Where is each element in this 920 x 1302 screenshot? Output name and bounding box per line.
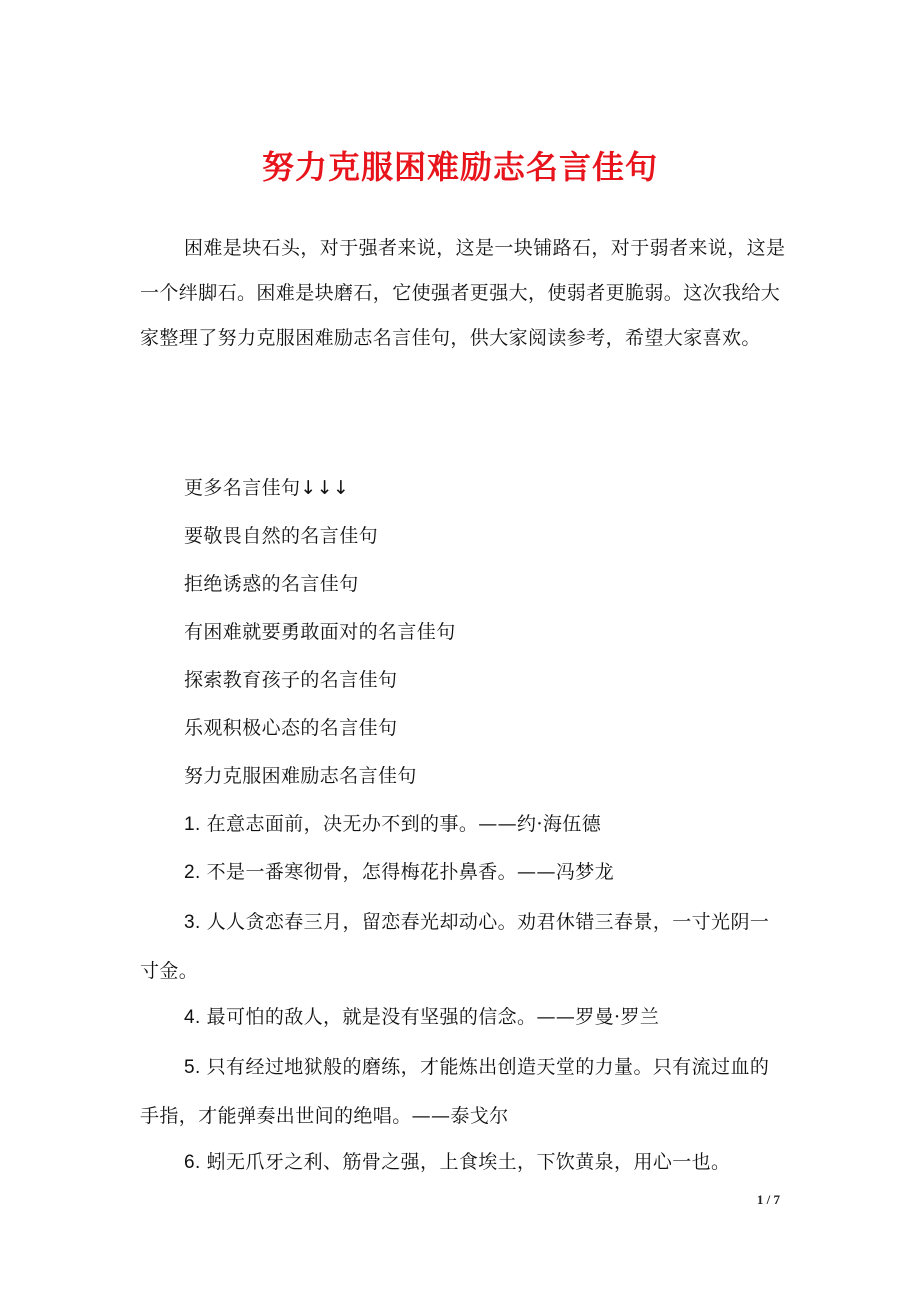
related-link[interactable]: 努力克服困难励志名言佳句 — [184, 765, 417, 787]
quote-item — [184, 1147, 730, 1178]
quote-number: 6. — [184, 1152, 201, 1173]
related-link[interactable]: 拒绝诱惑的名言佳句 — [184, 573, 359, 595]
quote-item — [184, 857, 614, 888]
quote-text: 人人贪恋春三月，留恋春光却动心。劝君休错三春景，一寸光阴一寸金。 — [140, 911, 770, 982]
intro-paragraph: 困难是块石头，对于强者来说，这是一块铺路石，对于弱者来说，这是一个绊脚石。困难是块磨石，它使强者更强大，使弱者更脆弱。这次我给大家整理了努力克服困难励志名言佳句，供大家阅读参考，希望大家喜欢。 — [140, 237, 786, 349]
quote-text: 蚓无爪牙之利、筋骨之强，上食埃土，下饮黄泉，用心一也。 — [206, 1151, 731, 1173]
page-number: 1 / 7 — [756, 1192, 780, 1207]
quote-item — [140, 898, 780, 995]
quote-number: 4. — [184, 1007, 201, 1028]
quote-text: 不是一番寒彻骨，怎得梅花扑鼻香。——冯梦龙 — [206, 861, 615, 883]
quote-item — [184, 1002, 659, 1033]
quote-text: 最可怕的敌人，就是没有坚强的信念。——罗曼·罗兰 — [206, 1006, 660, 1028]
related-link[interactable]: 要敬畏自然的名言佳句 — [184, 525, 379, 547]
page-title: 努力克服困难励志名言佳句 — [261, 148, 658, 186]
quote-text: 只有经过地狱般的磨练，才能炼出创造天堂的力量。只有流过血的手指，才能弹奏出世间的绝唱。——泰戈尔 — [140, 1056, 770, 1127]
quote-number: 2. — [184, 862, 201, 883]
more-quotes-label: 更多名言佳句 — [184, 477, 301, 499]
related-link[interactable]: 有困难就要勇敢面对的名言佳句 — [184, 621, 456, 643]
related-link[interactable]: 探索教育孩子的名言佳句 — [184, 669, 398, 691]
related-link[interactable]: 乐观积极心态的名言佳句 — [184, 717, 398, 739]
quote-number: 3. — [184, 912, 201, 933]
quote-number: 5. — [184, 1057, 201, 1078]
more-quotes-heading — [184, 473, 349, 503]
quote-text: 在意志面前，决无办不到的事。——约·海伍德 — [206, 813, 602, 835]
quote-item — [140, 1043, 780, 1140]
quote-number: 1. — [184, 814, 201, 835]
down-arrows-icon: ↓↓↓ — [300, 477, 350, 499]
quote-item — [184, 809, 601, 840]
